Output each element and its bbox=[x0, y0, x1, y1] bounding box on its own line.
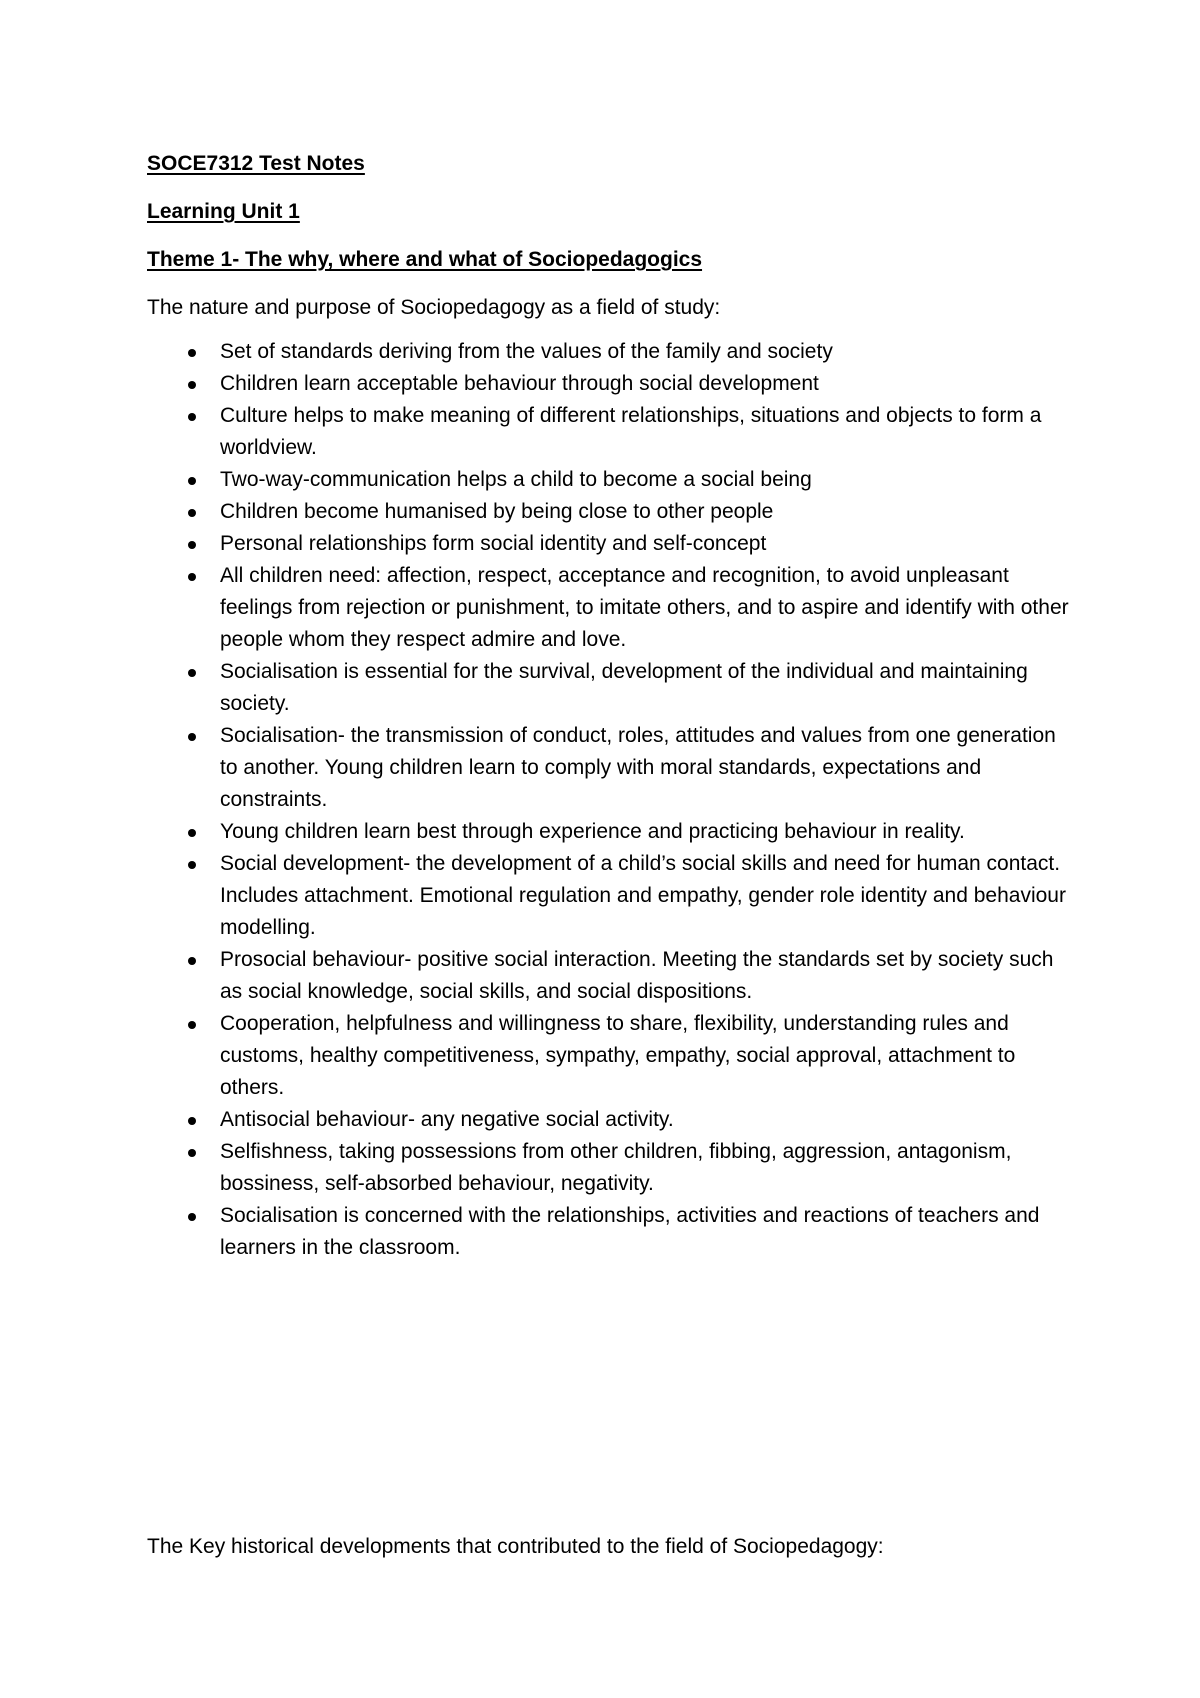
bullet-item bbox=[147, 1104, 1077, 1136]
bullet-item bbox=[147, 336, 1077, 368]
bullet-text: Children learn acceptable behaviour through social development bbox=[220, 372, 819, 395]
document-title: SOCE7312 Test Notes bbox=[147, 152, 365, 175]
bullet-icon bbox=[188, 1213, 196, 1221]
bullet-text: Socialisation is essential for the survival, development of the individual and maintaining society. bbox=[220, 660, 1028, 715]
unit-heading: Learning Unit 1 bbox=[147, 200, 300, 223]
theme-heading: Theme 1- The why, where and what of Sociopedagogics bbox=[147, 248, 703, 271]
bullet-item bbox=[147, 400, 1077, 464]
bullet-icon bbox=[188, 413, 196, 421]
bullet-text: Young children learn best through experience and practicing behaviour in reality. bbox=[220, 820, 965, 843]
bullet-text: Children become humanised by being close to other people bbox=[220, 500, 774, 523]
bullet-icon bbox=[188, 573, 196, 581]
bullet-text: Prosocial behaviour- positive social interaction. Meeting the standards set by society such as social knowledge, social skills, and social dispositions. bbox=[220, 948, 1054, 1003]
bullet-icon bbox=[188, 509, 196, 517]
bullet-item bbox=[147, 1136, 1077, 1200]
bullet-item bbox=[147, 656, 1077, 720]
bullet-list bbox=[147, 336, 1077, 1264]
bullet-icon bbox=[188, 477, 196, 485]
bullet-item bbox=[147, 496, 1077, 528]
closing-text: The Key historical developments that contributed to the field of Sociopedagogy: bbox=[147, 1535, 884, 1558]
bullet-item bbox=[147, 528, 1077, 560]
bullet-text: Cooperation, helpfulness and willingness to share, flexibility, understanding rules and customs, healthy competitiveness, sympathy, empathy, social approval, attachment to others. bbox=[220, 1012, 1016, 1099]
bullet-item bbox=[147, 816, 1077, 848]
intro-text: The nature and purpose of Sociopedagogy as a field of study: bbox=[147, 296, 721, 319]
bullet-text: Personal relationships form social identity and self-concept bbox=[220, 532, 767, 555]
bullet-icon bbox=[188, 669, 196, 677]
bullet-text: Socialisation is concerned with the relationships, activities and reactions of teachers and learners in the classroom. bbox=[220, 1204, 1040, 1259]
bullet-item bbox=[147, 1008, 1077, 1104]
bullet-icon bbox=[188, 381, 196, 389]
bullet-text: Antisocial behaviour- any negative social activity. bbox=[220, 1108, 674, 1131]
bullet-item bbox=[147, 464, 1077, 496]
bullet-icon bbox=[188, 1149, 196, 1157]
bullet-item bbox=[147, 368, 1077, 400]
bullet-item bbox=[147, 1200, 1077, 1264]
bullet-icon bbox=[188, 349, 196, 357]
bullet-text: Set of standards deriving from the values of the family and society bbox=[220, 340, 833, 363]
bullet-item bbox=[147, 944, 1077, 1008]
bullet-item bbox=[147, 848, 1077, 944]
bullet-icon bbox=[188, 541, 196, 549]
bullet-icon bbox=[188, 829, 196, 837]
bullet-text: All children need: affection, respect, acceptance and recognition, to avoid unpleasant feelings from rejection or punishment, to imitate others, and to aspire and identify with other people whom they respect admire and love. bbox=[220, 564, 1069, 651]
bullet-item bbox=[147, 560, 1077, 656]
bullet-text: Socialisation- the transmission of conduct, roles, attitudes and values from one generation to another. Young children learn to comply with moral standards, expectations and constraints. bbox=[220, 724, 1056, 811]
document-body bbox=[147, 148, 1077, 1264]
bullet-icon bbox=[188, 733, 196, 741]
bullet-icon bbox=[188, 861, 196, 869]
bullet-icon bbox=[188, 1117, 196, 1125]
bullet-item bbox=[147, 720, 1077, 816]
bullet-icon bbox=[188, 957, 196, 965]
bullet-text: Culture helps to make meaning of different relationships, situations and objects to form a worldview. bbox=[220, 404, 1042, 459]
bullet-text: Selfishness, taking possessions from other children, fibbing, aggression, antagonism, bossiness, self-absorbed behaviour, negativity. bbox=[220, 1140, 1012, 1195]
bullet-text: Social development- the development of a child’s social skills and need for human contact. Includes attachment. Emotional regulation and empathy, gender role identity and behaviour modelling. bbox=[220, 852, 1066, 939]
bullet-icon bbox=[188, 1021, 196, 1029]
bullet-text: Two-way-communication helps a child to become a social being bbox=[220, 468, 812, 491]
